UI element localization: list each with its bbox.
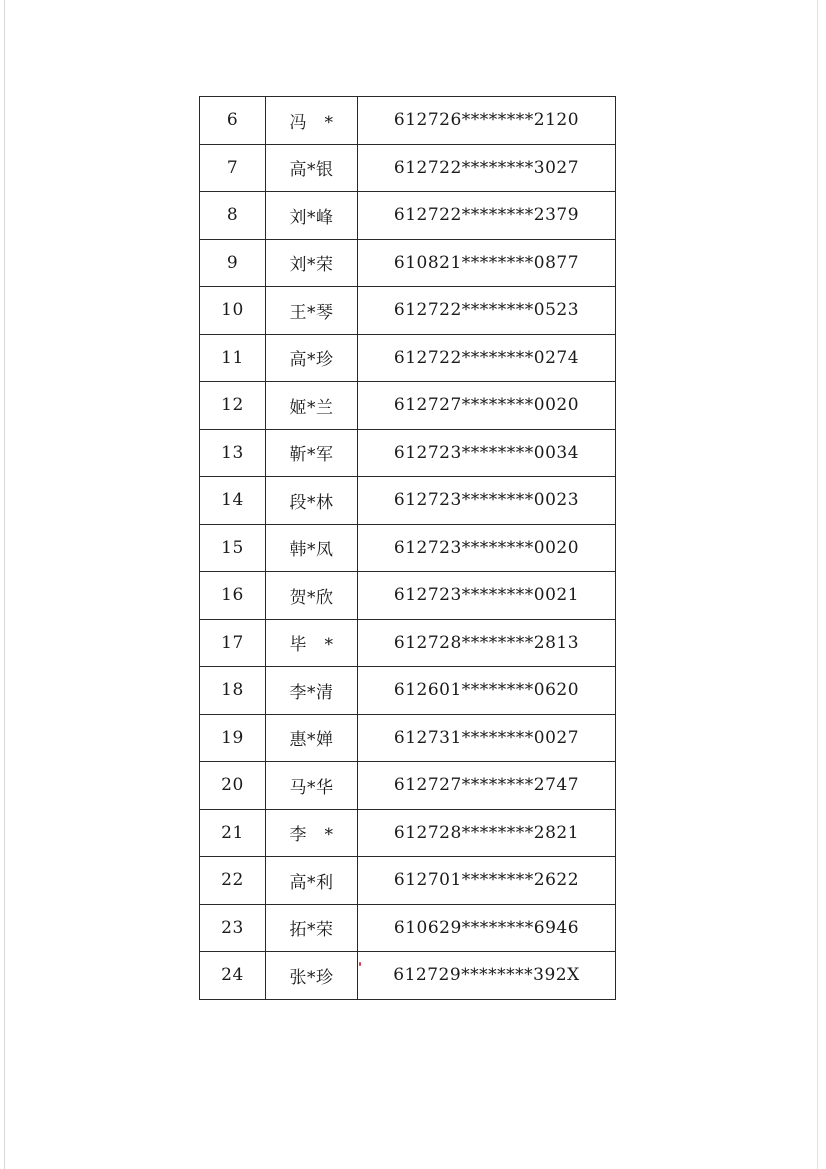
person-name-cell: 贺*欣 bbox=[266, 572, 358, 620]
row-number-cell: 17 bbox=[200, 619, 266, 667]
table-row bbox=[200, 477, 616, 525]
row-number-cell: 13 bbox=[200, 429, 266, 477]
id-number-cell: 612727********2747 bbox=[358, 762, 616, 810]
table-row bbox=[200, 762, 616, 810]
row-number-cell: 22 bbox=[200, 857, 266, 905]
person-name-cell: 姬*兰 bbox=[266, 382, 358, 430]
row-number-cell: 14 bbox=[200, 477, 266, 525]
row-number-cell: 7 bbox=[200, 144, 266, 192]
table-row bbox=[200, 524, 616, 572]
row-number-cell: 19 bbox=[200, 714, 266, 762]
id-number-cell: 612723********0020 bbox=[358, 524, 616, 572]
person-name-cell: 刘*荣 bbox=[266, 239, 358, 287]
person-name-cell: 李*清 bbox=[266, 667, 358, 715]
id-number-cell: 612728********2821 bbox=[358, 809, 616, 857]
person-name-cell: 高*利 bbox=[266, 857, 358, 905]
ink-speck bbox=[359, 962, 361, 966]
person-name-cell: 韩*凤 bbox=[266, 524, 358, 572]
id-number-cell: 612722********2379 bbox=[358, 192, 616, 240]
person-name-cell: 段*林 bbox=[266, 477, 358, 525]
table-row bbox=[200, 904, 616, 952]
id-number-cell: 610821********0877 bbox=[358, 239, 616, 287]
table-row bbox=[200, 572, 616, 620]
row-number-cell: 18 bbox=[200, 667, 266, 715]
row-number-cell: 16 bbox=[200, 572, 266, 620]
id-number-cell: 612723********0021 bbox=[358, 572, 616, 620]
row-number-cell: 8 bbox=[200, 192, 266, 240]
person-name-cell: 王*琴 bbox=[266, 287, 358, 335]
id-number-cell: 612601********0620 bbox=[358, 667, 616, 715]
id-number-cell: 612701********2622 bbox=[358, 857, 616, 905]
row-number-cell: 9 bbox=[200, 239, 266, 287]
row-number-cell: 6 bbox=[200, 97, 266, 145]
id-number-cell: 612726********2120 bbox=[358, 97, 616, 145]
person-name-cell: 惠*婵 bbox=[266, 714, 358, 762]
id-number-cell: 610629********6946 bbox=[358, 904, 616, 952]
row-number-cell: 12 bbox=[200, 382, 266, 430]
id-number-cell: 612722********0274 bbox=[358, 334, 616, 382]
id-number-cell: 612722********0523 bbox=[358, 287, 616, 335]
row-number-cell: 23 bbox=[200, 904, 266, 952]
table-row bbox=[200, 287, 616, 335]
table-row bbox=[200, 192, 616, 240]
scan-edge-left bbox=[4, 0, 5, 1169]
row-number-cell: 10 bbox=[200, 287, 266, 335]
person-name-cell: 刘*峰 bbox=[266, 192, 358, 240]
person-name-cell: 张*珍 bbox=[266, 952, 358, 1000]
person-name-cell: 冯 * bbox=[266, 97, 358, 145]
table-row bbox=[200, 857, 616, 905]
roster-table-body bbox=[200, 97, 616, 1000]
person-name-cell: 高*银 bbox=[266, 144, 358, 192]
scan-edge-right bbox=[817, 0, 818, 1169]
table-row bbox=[200, 144, 616, 192]
person-name-cell: 李 * bbox=[266, 809, 358, 857]
table-row bbox=[200, 97, 616, 145]
table-row bbox=[200, 382, 616, 430]
id-number-cell: 612722********3027 bbox=[358, 144, 616, 192]
person-name-cell: 靳*军 bbox=[266, 429, 358, 477]
row-number-cell: 11 bbox=[200, 334, 266, 382]
id-number-cell: 612727********0020 bbox=[358, 382, 616, 430]
table-row bbox=[200, 809, 616, 857]
id-number-cell: 612728********2813 bbox=[358, 619, 616, 667]
row-number-cell: 24 bbox=[200, 952, 266, 1000]
person-name-cell: 拓*荣 bbox=[266, 904, 358, 952]
roster-table bbox=[199, 96, 616, 1000]
person-name-cell: 毕 * bbox=[266, 619, 358, 667]
table-row bbox=[200, 239, 616, 287]
table-row bbox=[200, 714, 616, 762]
id-number-cell: 612723********0023 bbox=[358, 477, 616, 525]
id-number-cell: 612723********0034 bbox=[358, 429, 616, 477]
table-row bbox=[200, 429, 616, 477]
table-row bbox=[200, 334, 616, 382]
table-row bbox=[200, 619, 616, 667]
id-number-cell: 612731********0027 bbox=[358, 714, 616, 762]
table-row bbox=[200, 667, 616, 715]
row-number-cell: 21 bbox=[200, 809, 266, 857]
document-page bbox=[199, 96, 615, 1000]
row-number-cell: 20 bbox=[200, 762, 266, 810]
person-name-cell: 高*珍 bbox=[266, 334, 358, 382]
person-name-cell: 马*华 bbox=[266, 762, 358, 810]
table-row bbox=[200, 952, 616, 1000]
row-number-cell: 15 bbox=[200, 524, 266, 572]
id-number-cell: 612729********392X bbox=[358, 952, 616, 1000]
